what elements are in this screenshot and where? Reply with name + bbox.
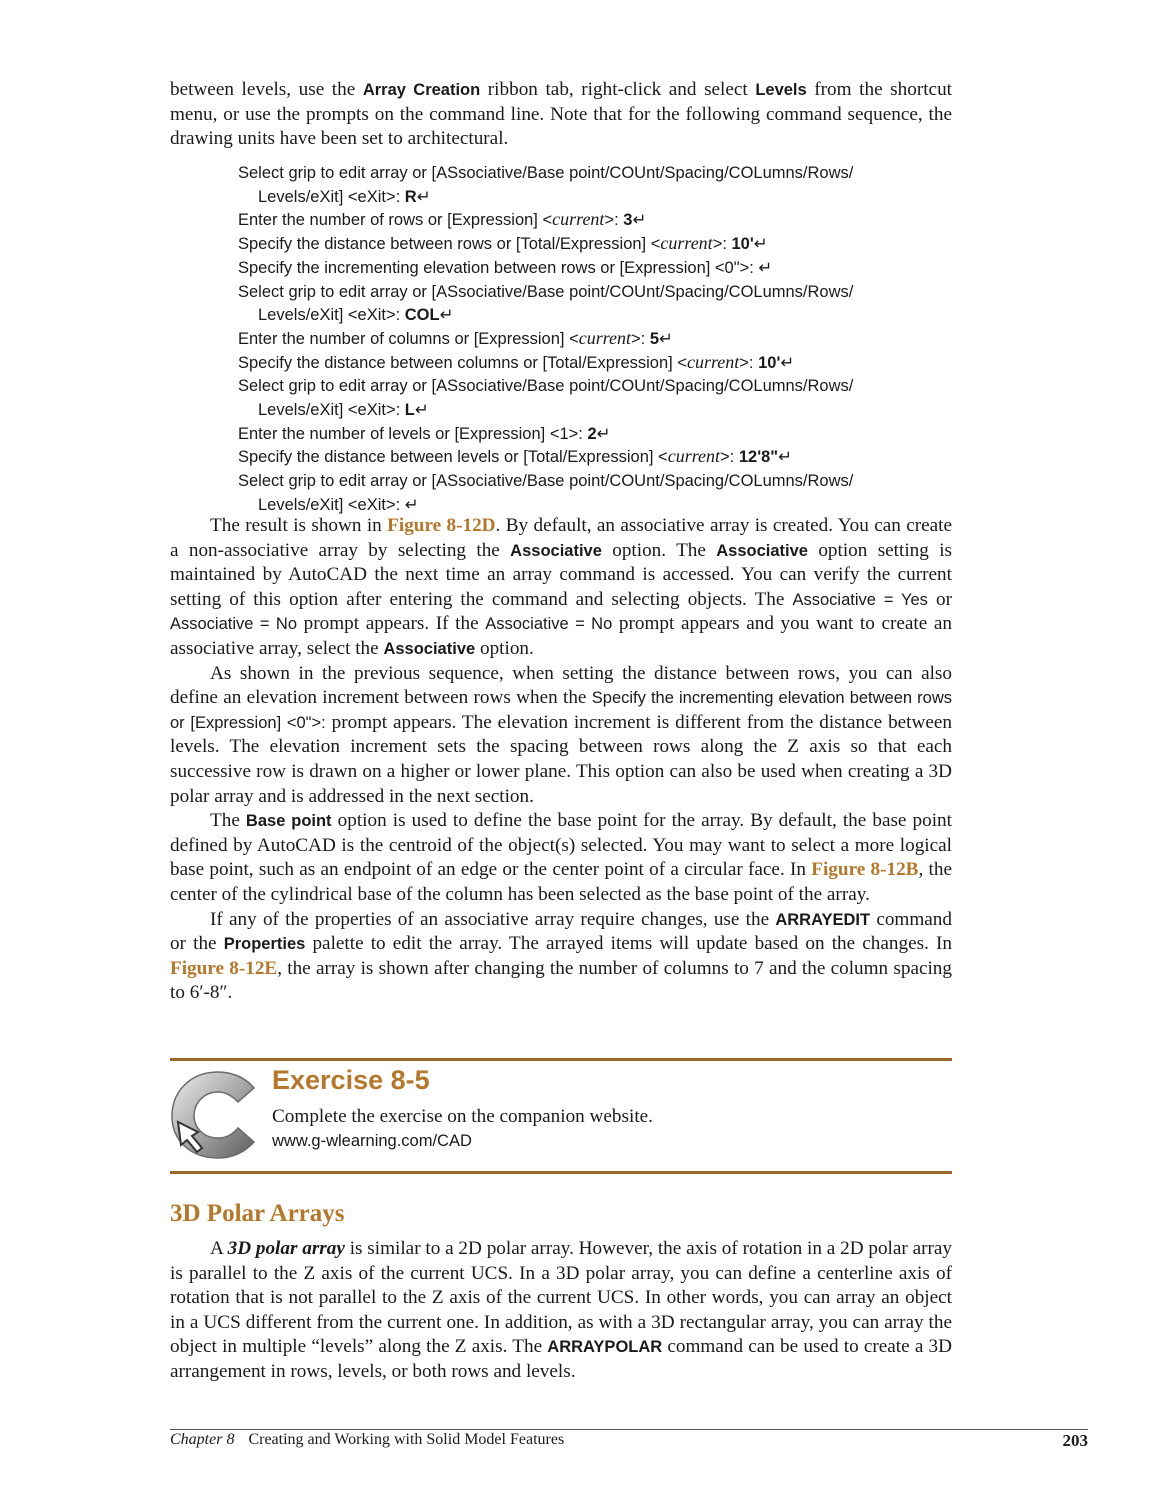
command-term: Levels bbox=[755, 81, 807, 99]
section-heading: 3D Polar Arrays bbox=[170, 1200, 345, 1227]
paragraph-elevation: As shown in the previous sequence, when setting the distance between rows, you can also define an elevation increment between rows when the Specify the incrementing elevation between rows or [Expression] <0">: prompt appears. The elevation increment is different from the distance between levels. The elevation increment sets the spacing between rows along the Z axis so that each successive row is drawn on a higher or lower plane. This option can also be used when creating a 3D polar array and is addressed in the next section. bbox=[170, 662, 953, 807]
command-term: Base point bbox=[245, 812, 332, 831]
prompt-line: Enter the number of columns or [Expression] <current>: 5↵ bbox=[238, 327, 673, 348]
prompt-line: Select grip to edit array or [ASsociative/Base point/COUnt/Spacing/COLumns/Rows/ bbox=[238, 164, 854, 182]
exercise-url-link[interactable]: www.g-wlearning.com/CAD bbox=[272, 1132, 472, 1150]
prompt-line: Specify the distance between levels or [Total/Expression] <current>: 12'8"↵ bbox=[238, 446, 792, 467]
exercise-title: Exercise 8-5 bbox=[272, 1065, 430, 1095]
figure-reference[interactable]: Figure 8-12B bbox=[811, 859, 919, 881]
prompt-text: Associative = No bbox=[170, 615, 298, 634]
prompt-line: Levels/eXit] <eXit>: R↵ bbox=[258, 187, 431, 206]
command-term: Associative bbox=[716, 541, 808, 560]
prompt-line: Levels/eXit] <eXit>: L↵ bbox=[258, 401, 429, 420]
paragraph-result: The result is shown in Figure 8-12D. By default, an associative array is created. You can create a non-associative array by selecting the Associative option. The Associative option setting is maintained by AutoCAD the next time an array command is accessed. You can verify the current setting of this option after entering the command and selecting objects. The Associative = Yes or Associative = No prompt appears. If the Associative = No prompt appears and you want to create an associative array, select the Associative option. bbox=[170, 515, 952, 659]
chapter-title: Creating and Working with Solid Model Features bbox=[248, 1431, 565, 1448]
prompt-line: Select grip to edit array or [ASsociative/Base point/COUnt/Spacing/COLumns/Rows/ bbox=[238, 377, 854, 396]
exercise-bottom-rule bbox=[170, 1171, 952, 1174]
intro-paragraph: between levels, use the Array Creation ribbon tab, right-click and select Levels from the shortcut menu, or use the prompts on the command line. Note that for the following command sequence, the drawing units have been set to architectural. bbox=[170, 79, 952, 150]
prompt-text: Specify the incrementing elevation between rows or [Expression] <0">: bbox=[170, 689, 953, 732]
footer-rule bbox=[170, 1429, 1088, 1430]
chapter-label: Chapter 8 bbox=[170, 1431, 235, 1448]
command-term: Associative bbox=[383, 639, 476, 658]
exercise-top-rule bbox=[170, 1058, 952, 1061]
body-block bbox=[170, 514, 952, 1006]
prompt-line: Specify the incrementing elevation between rows or [Expression] <0">: ↵ bbox=[238, 258, 773, 277]
command-term: ARRAYPOLAR bbox=[547, 1338, 663, 1357]
paragraph-base-point: The Base point option is used to define the base point for the array. By default, the base point defined by AutoCAD is the centroid of the object(s) selected. You may want to select a more logical base point, such as an endpoint of an edge or the center point of a circular face. In Figure 8-12B, the center of the cylindrical base of the column has been selected as the base point of the array. bbox=[170, 810, 952, 905]
page-number: 203 bbox=[1062, 1431, 1088, 1450]
footer-chapter bbox=[170, 1431, 564, 1449]
intro-block bbox=[170, 78, 952, 152]
command-term: Array Creation bbox=[362, 81, 481, 99]
prompt-line: Levels/eXit] <eXit>: ↵ bbox=[258, 495, 419, 514]
figure-reference[interactable]: Figure 8-12D bbox=[387, 515, 496, 536]
prompt-text: Associative = No bbox=[485, 615, 613, 634]
prompt-line: Enter the number of levels or [Expression] <1>: 2↵ bbox=[238, 424, 611, 443]
prompt-line: Select grip to edit array or [ASsociative/Base point/COUnt/Spacing/COLumns/Rows/ bbox=[238, 472, 854, 491]
prompt-line: Enter the number of rows or [Expression] <current>: 3↵ bbox=[238, 209, 647, 230]
paragraph-polar-array: A 3D polar array is similar to a 2D polar array. However, the axis of rotation in a 2D polar array is parallel to the Z axis of the current UCS. In a 3D polar array, you can define a centerline axis of rotation that is not parallel to the Z axis of the current UCS. In other words, you can array an object in a UCS different from the current one. In addition, as with a 3D rectangular array, you can array the object in multiple “levels” along the Z axis. The ARRAYPOLAR command can be used to create a 3D arrangement in rows, levels, or both rows and levels. bbox=[170, 1238, 952, 1382]
prompt-line: Specify the distance between rows or [Total/Expression] <current>: 10'↵ bbox=[238, 233, 768, 254]
prompt-text: Associative = Yes bbox=[792, 590, 928, 609]
prompt-line: Levels/eXit] <eXit>: COL↵ bbox=[258, 306, 454, 325]
command-term: ARRAYEDIT bbox=[775, 910, 871, 929]
command-term: Associative bbox=[510, 541, 602, 560]
companion-website-c-icon bbox=[168, 1070, 264, 1160]
section-block bbox=[170, 1237, 952, 1385]
command-term: Properties bbox=[223, 935, 306, 954]
key-term: 3D polar array bbox=[227, 1238, 345, 1259]
prompt-line: Specify the distance between columns or [Total/Expression] <current>: 10'↵ bbox=[238, 351, 795, 372]
exercise-instruction: Complete the exercise on the companion website. bbox=[272, 1106, 653, 1127]
command-sequence bbox=[238, 161, 958, 517]
prompt-line: Select grip to edit array or [ASsociative/Base point/COUnt/Spacing/COLumns/Rows/ bbox=[238, 282, 854, 301]
paragraph-arrayedit: If any of the properties of an associative array require changes, use the ARRAYEDIT command or the Properties palette to edit the array. The arrayed items will update based on the changes. In Figure 8-12E, the array is shown after changing the number of columns to 7 and the column spacing to 6′-8″. bbox=[170, 908, 952, 1004]
figure-reference[interactable]: Figure 8-12E bbox=[170, 957, 278, 979]
